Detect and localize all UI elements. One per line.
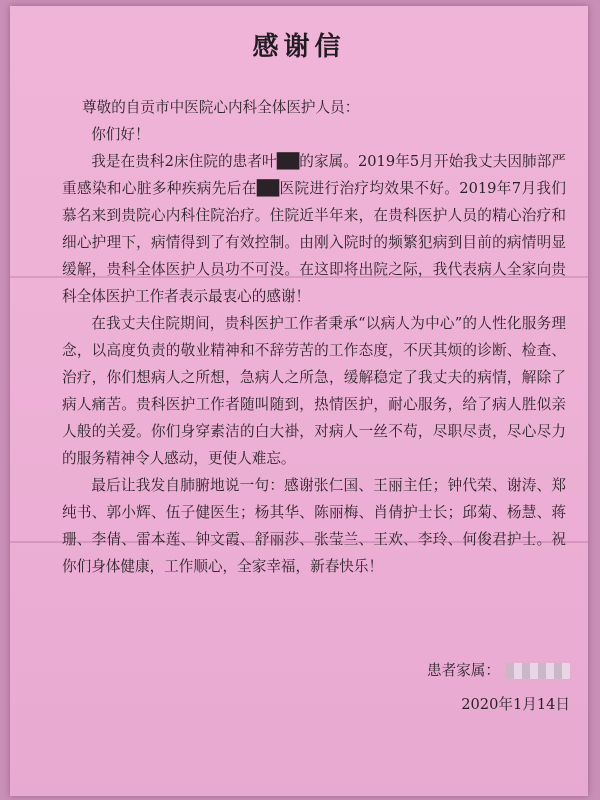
letter-sheet — [10, 6, 588, 796]
letter-salutation: 尊敬的自贡市中医院心内科全体医护人员： — [82, 99, 360, 116]
letter-paragraph-1: 我是在贵科2床住院的患者叶██的家属。2019年5月开始我丈夫因肺部严重感染和心脏多种疾病先后在██医院进行治疗均效果不好。2019年7月我们慕名来到贵院心内科住院治疗。住院近半年来，在贵科医护人员的精心治疗和细心护理下，病情得到了有效控制。由刚入院时的频繁犯病到目前的病情明显缓解，贵科全体医护人员功不可没。在这即将出院之际，我代表病人全家向贵科全体医护工作者表示最衷心的感谢！ — [62, 153, 566, 305]
letter-paragraph-2: 在我丈夫住院期间，贵科医护工作者秉承“以病人为中心”的人性化服务理念，以高度负责的敬业精神和不辞劳苦的工作态度，不厌其烦的诊断、检查、治疗，你们想病人之所想，急病人之所急，缓解稳定了我丈夫的病情，解除了病人痛苦。贵科医护工作者随叫随到，热情医护，耐心服务，给了病人胜似亲人般的关爱。你们身穿素洁的白大褂，对病人一丝不苟，尽职尽责，尽心尽力的服务精神令人感动，更使人难忘。 — [62, 315, 566, 467]
letter-paragraph-3: 最后让我发自肺腑地说一句：感谢张仁国、王丽主任；钟代荣、谢涛、郑纯书、郭小辉、伍子健医生；杨其华、陈丽梅、肖倩护士长；邱菊、杨慧、蒋珊、李倩、雷本莲、钟文霞、舒丽莎、张莹兰、王欢、李玲、何俊君护士。祝你们身体健康，工作顺心，全家幸福，新春快乐！ — [62, 477, 566, 575]
letter-title: 感谢信 — [252, 32, 346, 62]
letter-greeting: 你们好！ — [91, 126, 150, 143]
signature-line — [10, 654, 570, 688]
letter-signature-block — [10, 654, 570, 722]
letter-date: 2020年1月14日 — [461, 696, 570, 713]
redacted-name — [506, 663, 570, 679]
signature-label: 患者家属： — [427, 662, 500, 679]
letter-body — [62, 94, 566, 580]
